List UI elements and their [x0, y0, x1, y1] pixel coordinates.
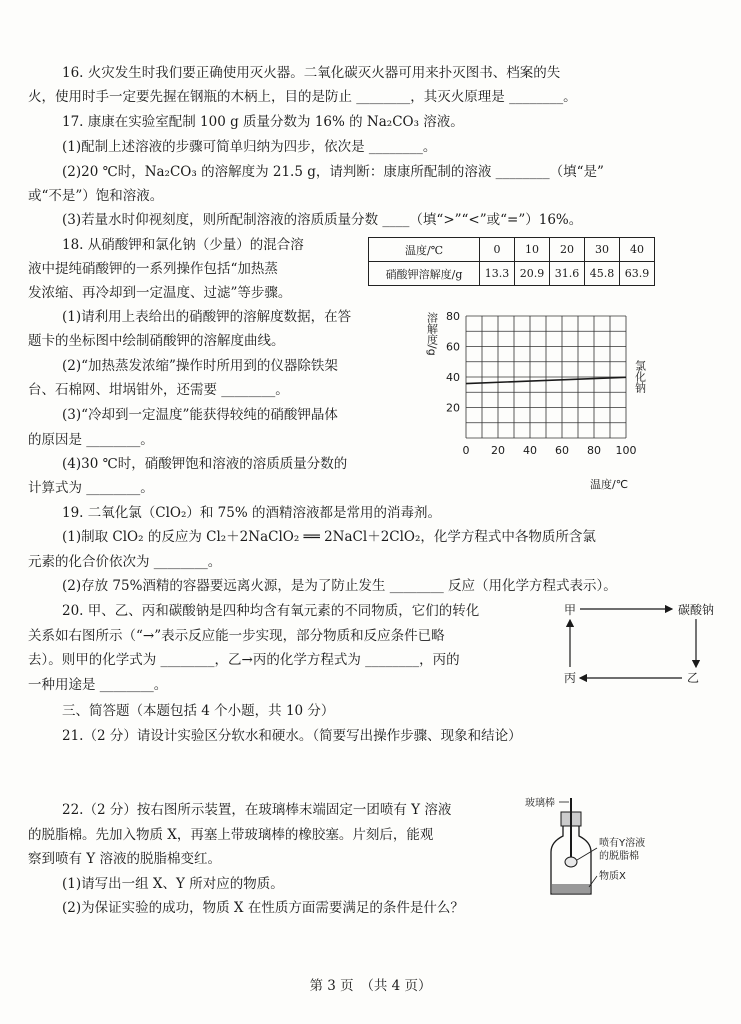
- q16-line2: 火，使用时手一定要先握在钢瓶的木柄上，目的是防止 ________，其灭火原理是 ________。: [28, 89, 577, 105]
- apparatus-diagram: [525, 790, 725, 900]
- y-tick-label: 60: [446, 340, 460, 354]
- table-cell: 20.9: [515, 262, 550, 286]
- table-cell: 0: [480, 238, 515, 262]
- q20-line4: 一种用途是 ________。: [28, 677, 168, 693]
- leader-cotton: [577, 848, 597, 860]
- q22-part2: (2)为保证实验的成功，物质 X 在性质方面需要满足的条件是什么？: [62, 900, 464, 916]
- table-cell: 温度/℃: [369, 238, 480, 262]
- x-tick-label: 100: [615, 444, 637, 457]
- y-tick-label: 80: [446, 310, 460, 323]
- q17-part1: (1)配制上述溶液的步骤可简单归纳为四步，依次是 ________。: [62, 139, 437, 155]
- node-jia: 甲: [564, 603, 577, 617]
- q19-part1-line1: (1)制取 ClO₂ 的反应为 Cl₂＋2NaClO₂ ══ 2NaCl＋2ClO₂，化学方程式中各物质所含氯: [62, 529, 596, 545]
- conversion-diagram: [560, 599, 720, 689]
- label-substance-x: 物质X: [599, 871, 626, 882]
- cotton-ball: [565, 857, 577, 867]
- table-cell: 20: [550, 238, 585, 262]
- y-axis-label: 溶解度/g: [425, 312, 439, 356]
- node-bing: 丙: [564, 671, 577, 685]
- x-tick-label: 20: [491, 444, 505, 457]
- q18-part4-line2: 计算式为 ________。: [28, 480, 154, 496]
- node-yi: 乙: [687, 671, 700, 685]
- leader-substance: [589, 876, 597, 887]
- q18-part2-line2: 台、石棉网、坩埚钳外，还需要 ________。: [28, 382, 289, 398]
- section-3-heading: 三、简答题（本题包括 4 个小题，共 10 分）: [62, 703, 335, 719]
- node-sodium-carbonate: 碳酸钠: [678, 603, 715, 617]
- solubility-table: [368, 237, 655, 286]
- x-tick-label: 40: [523, 444, 537, 457]
- x-tick-label: 0: [462, 444, 470, 457]
- table-cell: 63.9: [620, 262, 655, 286]
- q18-part2-line1: (2)“加热蒸发浓缩”操作时所用到的仪器除铁架: [62, 358, 338, 374]
- table-cell: 10: [515, 238, 550, 262]
- substance-x-layer: [552, 884, 590, 893]
- q19-part1-line2: 元素的化合价依次为 ________。: [28, 554, 222, 570]
- solubility-chart: [422, 302, 652, 492]
- q19-stem: 19. 二氧化氯（ClO₂）和 75% 的酒精溶液都是常用的消毒剂。: [62, 505, 441, 521]
- q22-part1: (1)请写出一组 X、Y 所对应的物质。: [62, 876, 284, 892]
- q20-line3: 去）。则甲的化学式为 ________，乙→丙的化学方程式为 ________，丙的: [28, 652, 460, 668]
- table-cell: 31.6: [550, 262, 585, 286]
- q21: 21.（2 分）请设计实验区分软水和硬水。（简要写出操作步骤、现象和结论）: [62, 728, 522, 744]
- q16-line1: 16. 火灾发生时我们要正确使用灭火器。二氧化碳灭火器可用来扑灭图书、档案的失: [62, 65, 561, 81]
- table-cell: 40: [620, 238, 655, 262]
- q18-part1-line1: (1)请利用上表给出的硝酸钾的溶解度数据，在答: [62, 309, 352, 325]
- q18-part1-line2: 题卡的坐标图中绘制硝酸钾的溶解度曲线。: [28, 333, 285, 349]
- q19-part2: (2)存放 75%酒精的容器要远离火源，是为了防止发生 ________ 反应（用化学方程式表示）。: [62, 578, 617, 594]
- label-glass-rod: 玻璃棒: [525, 798, 555, 809]
- x-axis-label: 温度/℃: [590, 478, 629, 491]
- q22-line1: 22.（2 分）按右图所示装置，在玻璃棒末端固定一团喷有 Y 溶液: [62, 802, 452, 818]
- label-cotton-1: 喷有Y溶液: [599, 838, 646, 849]
- y-tick-label: 40: [446, 371, 460, 384]
- page-footer: 第 3 页 （共 4 页）: [309, 978, 432, 994]
- q18-line3: 发浓缩、再冷却到一定温度、过滤”等步骤。: [28, 285, 292, 301]
- label-cotton-2: 的脱脂棉: [599, 851, 639, 862]
- q18-line2: 液中提纯硝酸钾的一系列操作包括“加热蒸: [28, 261, 278, 277]
- series-label: 氯化钠: [633, 360, 647, 393]
- table-row: [369, 262, 655, 286]
- q18-part3-line1: (3)“冷却到一定温度”能获得较纯的硝酸钾晶体: [62, 407, 338, 423]
- q17-stem: 17. 康康在实验室配制 100 g 质量分数为 16% 的 Na₂CO₃ 溶液。: [62, 114, 464, 130]
- table-cell: 30: [585, 238, 620, 262]
- x-tick-label: 80: [587, 444, 601, 457]
- q22-line2: 的脱脂棉。先加入物质 X，再塞上带玻璃棒的橡胶塞。片刻后，能观: [28, 827, 434, 843]
- q17-part3: (3)若量水时仰视刻度，则所配制溶液的溶质质量分数 ____（填“>”“<”或“=”）16%。: [62, 212, 583, 228]
- table-cell: 45.8: [585, 262, 620, 286]
- q17-part2-line2: 或“不是”）饱和溶液。: [28, 188, 164, 204]
- q20-line1: 20. 甲、乙、丙和碳酸钠是四种均含有氧元素的不同物质，它们的转化: [62, 603, 480, 619]
- x-tick-label: 60: [555, 444, 569, 457]
- table-cell: 13.3: [480, 262, 515, 286]
- q18-part4-line1: (4)30 ℃时，硝酸钾饱和溶液的溶质质量分数的: [62, 456, 348, 472]
- q22-line3: 察到喷有 Y 溶液的脱脂棉变红。: [28, 851, 221, 867]
- q17-part2-line1: (2)20 ℃时，Na₂CO₃ 的溶解度为 21.5 g，请判断：康康所配制的溶液 ________（填“是”: [62, 164, 604, 180]
- q20-line2: 关系如右图所示（“→”表示反应能一步实现，部分物质和反应条件已略: [28, 628, 445, 644]
- table-cell: 硝酸钾溶解度/g: [369, 262, 480, 286]
- table-row: [369, 238, 655, 262]
- q18-part3-line2: 的原因是 ________。: [28, 432, 154, 448]
- y-tick-label: 20: [446, 401, 460, 415]
- q18-line1: 18. 从硝酸钾和氯化钠（少量）的混合溶: [62, 237, 304, 253]
